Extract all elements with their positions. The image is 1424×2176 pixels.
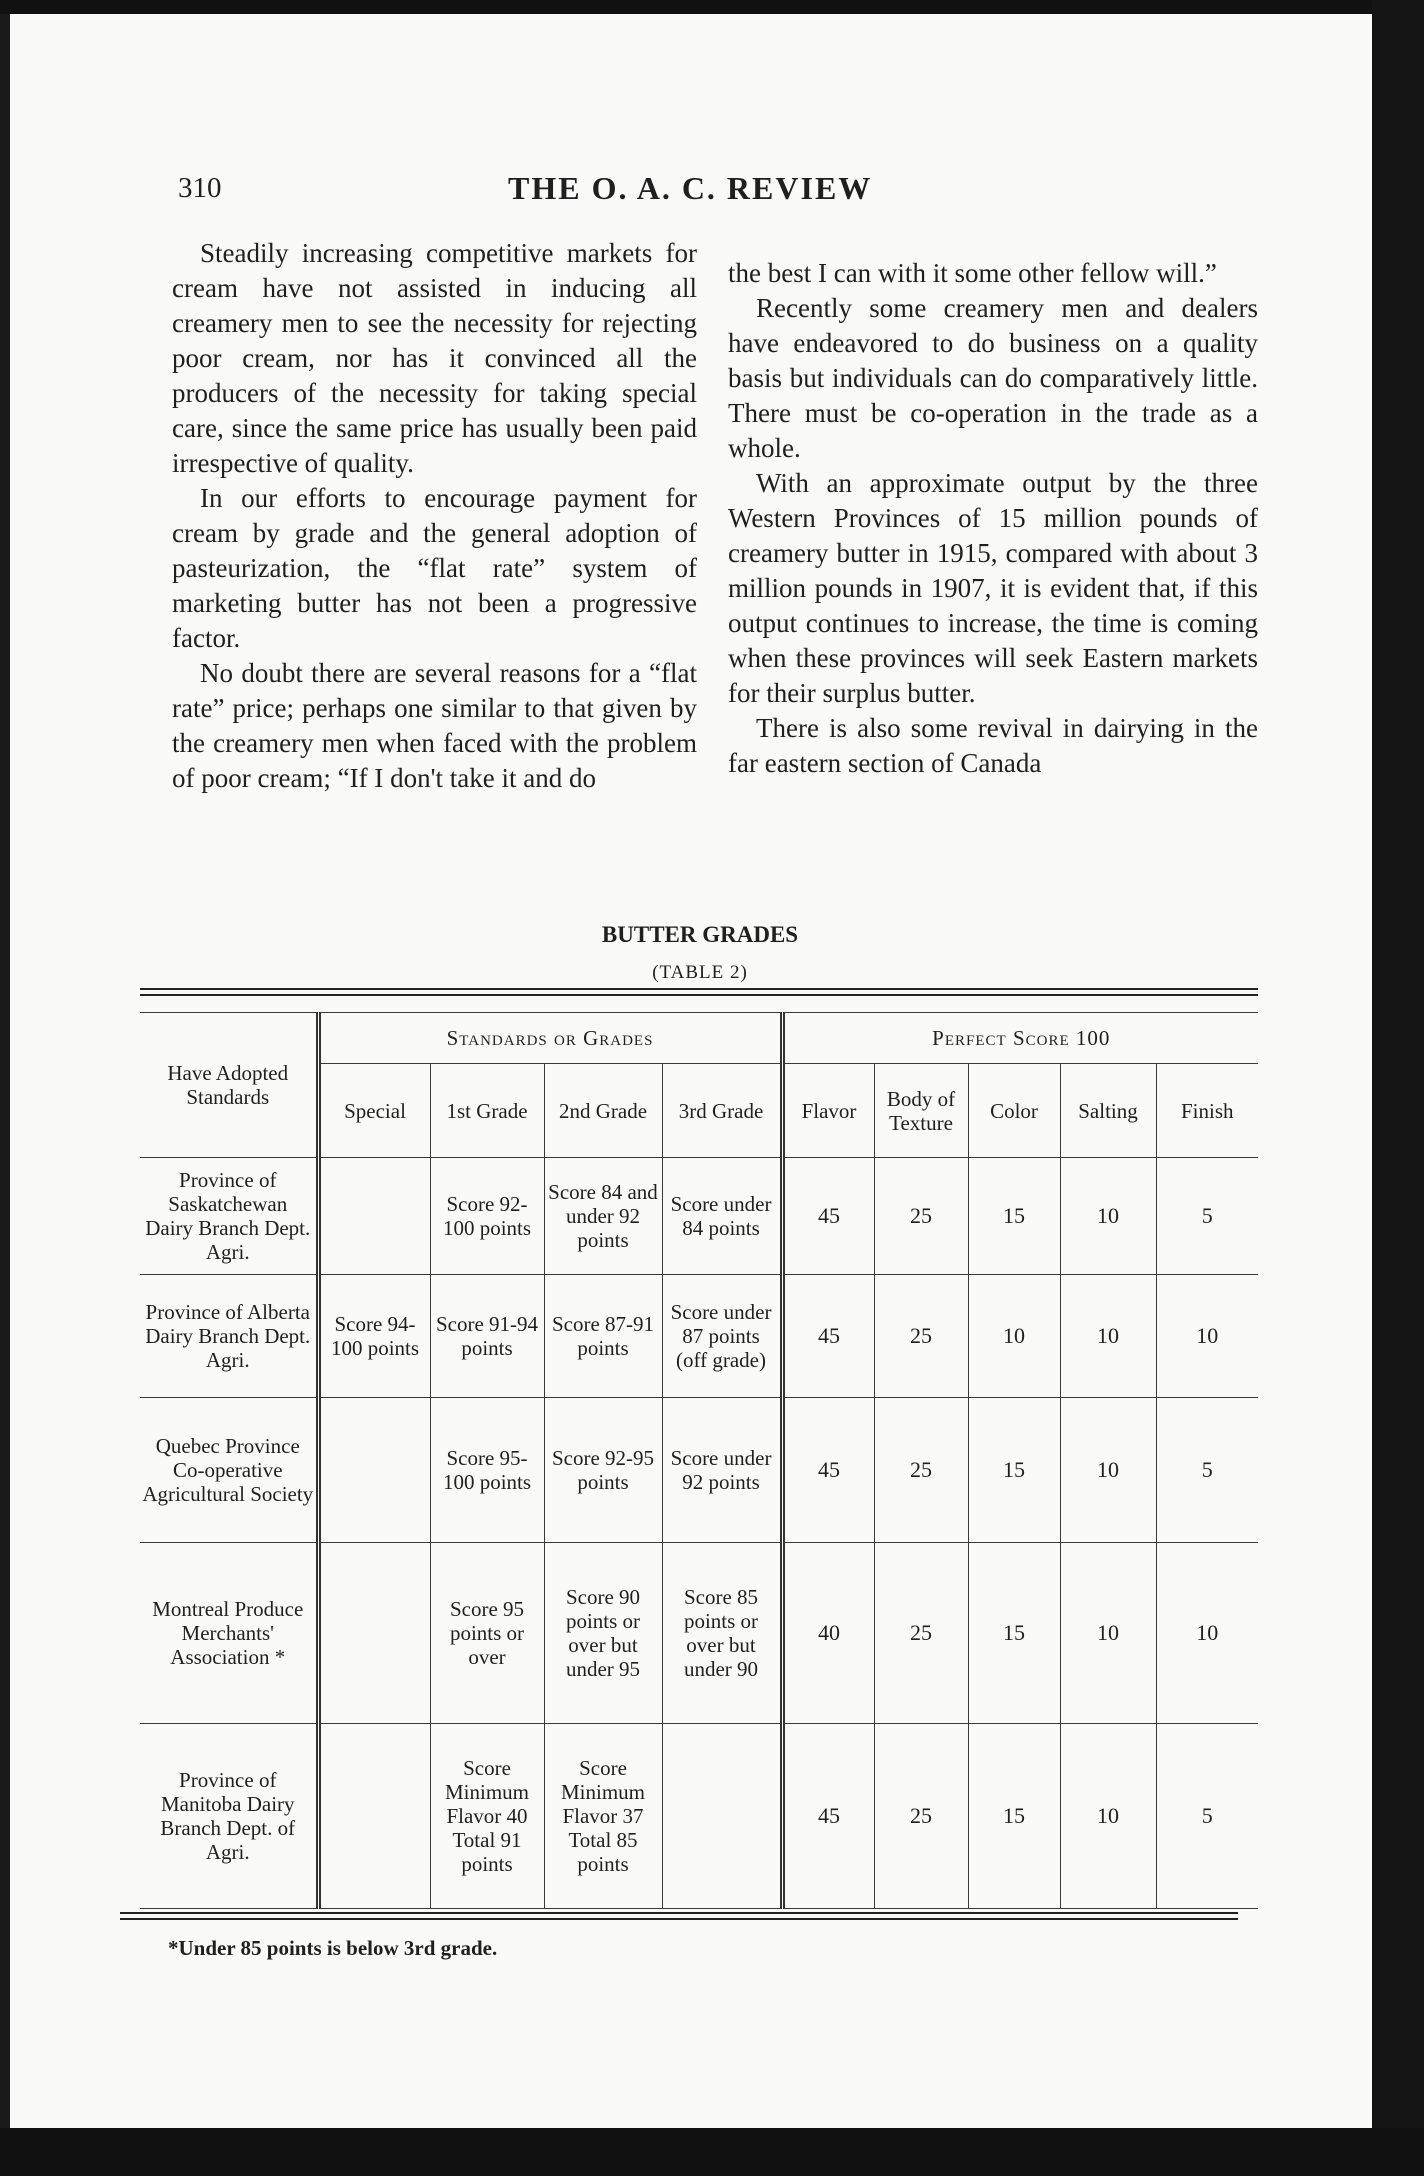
row-special [318,1158,430,1275]
row-second-grade: Score 84 and under 92 points [544,1158,662,1275]
header-salting: Salting [1060,1064,1156,1158]
right-column [728,256,1258,781]
table-bottom-rule [120,1912,1238,1914]
row-flavor: 45 [782,1158,874,1275]
table-caption: BUTTER GRADES [601,922,799,947]
paragraph: No doubt there are several reasons for a “flat rate” price; perhaps one similar to that given by the creamery men when faced with the problem of poor cream; “If I don't take it and do [172,658,697,793]
row-special [318,1724,430,1909]
row-third-grade: Score under 92 points [662,1398,782,1543]
row-second-grade: Score Minimum Flavor 37 Total 85 points [544,1724,662,1909]
row-third-grade: Score under 87 points (off grade) [662,1275,782,1398]
page-number: 310 [178,172,222,204]
header-flavor: Flavor [782,1064,874,1158]
row-finish: 10 [1156,1543,1258,1724]
row-salting: 10 [1060,1543,1156,1724]
header-second-grade: 2nd Grade [544,1064,662,1158]
journal-title: THE O. A. C. REVIEW [508,170,873,206]
paragraph: With an approximate output by the three Western Provinces of 15 million pounds of creamery butter in 1915, compared with about 3 million pounds in 1907, it is evident that, if this output continues to increase, the time is coming when these provinces will seek Eastern markets for their surplus butter. [728,468,1258,708]
row-first-grade: Score 95-100 points [430,1398,544,1543]
row-salting: 10 [1060,1724,1156,1909]
row-third-grade: Score 85 points or over but under 90 [662,1543,782,1724]
row-finish: 5 [1156,1158,1258,1275]
row-color: 15 [968,1158,1060,1275]
group-header-row [140,1013,1258,1064]
left-column [172,236,697,796]
row-first-grade: Score 91-94 points [430,1275,544,1398]
butter-grades-table [140,1012,1258,1909]
running-head [178,170,1258,220]
paragraph: Recently some creamery men and dealers have endeavored to do business on a quality basis but individuals can do comparatively little. There must be co-operation in the trade as a whole. [728,293,1258,463]
table-row [140,1543,1258,1724]
row-organization: Province of Saskatchewan Dairy Branch Dept. Agri. [140,1158,318,1275]
row-flavor: 40 [782,1543,874,1724]
row-first-grade: Score 95 points or over [430,1543,544,1724]
header-color: Color [968,1064,1060,1158]
row-body: 25 [874,1158,968,1275]
row-color: 15 [968,1398,1060,1543]
row-third-grade [662,1724,782,1909]
row-flavor: 45 [782,1398,874,1543]
row-organization: Province of Alberta Dairy Branch Dept. Agri. [140,1275,318,1398]
row-third-grade: Score under 84 points [662,1158,782,1275]
row-special [318,1398,430,1543]
row-body: 25 [874,1398,968,1543]
row-organization: Montreal Produce Merchants' Association * [140,1543,318,1724]
row-color: 15 [968,1724,1060,1909]
row-flavor: 45 [782,1724,874,1909]
row-second-grade: Score 87-91 points [544,1275,662,1398]
row-finish: 5 [1156,1724,1258,1909]
paragraph: the best I can with it some other fellow will.” [728,258,1217,288]
scan-border-bottom [0,2128,1424,2176]
row-second-grade: Score 90 points or over but under 95 [544,1543,662,1724]
row-color: 15 [968,1543,1060,1724]
table-row [140,1275,1258,1398]
header-organization: Have Adopted Standards [140,1013,318,1158]
scan-border-left [0,0,10,2176]
scan-border-right [1372,0,1424,2176]
header-first-grade: 1st Grade [430,1064,544,1158]
table-row [140,1398,1258,1543]
paragraph: There is also some revival in dairying in the far eastern section of Canada [728,713,1258,778]
header-standards-group: Standards or Grades [318,1013,782,1064]
row-special: Score 94-100 points [318,1275,430,1398]
row-body: 25 [874,1275,968,1398]
row-salting: 10 [1060,1275,1156,1398]
row-salting: 10 [1060,1158,1156,1275]
row-body: 25 [874,1543,968,1724]
table-top-rule-2 [140,994,1258,996]
paragraph: Steadily increasing competitive markets for cream have not assisted in inducing all creamery men to see the necessity for rejecting poor cream, nor has it convinced all the producers of the necessity for taking special care, since the same price has usually been paid irrespective of quality. [172,238,697,478]
header-finish: Finish [1156,1064,1258,1158]
table-row [140,1158,1258,1275]
scan-border-top [0,0,1424,14]
row-second-grade: Score 92-95 points [544,1398,662,1543]
row-color: 10 [968,1275,1060,1398]
table-top-rule [140,988,1258,990]
row-flavor: 45 [782,1275,874,1398]
header-perfect-score-group: Perfect Score 100 [782,1013,1258,1064]
row-finish: 5 [1156,1398,1258,1543]
row-organization: Quebec Province Co-operative Agricultural Society [140,1398,318,1543]
row-body: 25 [874,1724,968,1909]
table-bottom-rule-2 [120,1918,1238,1920]
row-salting: 10 [1060,1398,1156,1543]
paragraph: In our efforts to encourage payment for cream by grade and the general adoption of pasteurization, the “flat rate” system of marketing butter has not been a progressive factor. [172,483,697,653]
row-finish: 10 [1156,1275,1258,1398]
row-first-grade: Score 92-100 points [430,1158,544,1275]
table-row [140,1724,1258,1909]
header-special: Special [318,1064,430,1158]
row-special [318,1543,430,1724]
row-first-grade: Score Minimum Flavor 40 Total 91 points [430,1724,544,1909]
header-body: Body of Texture [874,1064,968,1158]
row-organization: Province of Manitoba Dairy Branch Dept. of Agri. [140,1724,318,1909]
table-footnote: *Under 85 points is below 3rd grade. [168,1936,498,1960]
header-third-grade: 3rd Grade [662,1064,782,1158]
table-number: (TABLE 2) [652,962,748,983]
